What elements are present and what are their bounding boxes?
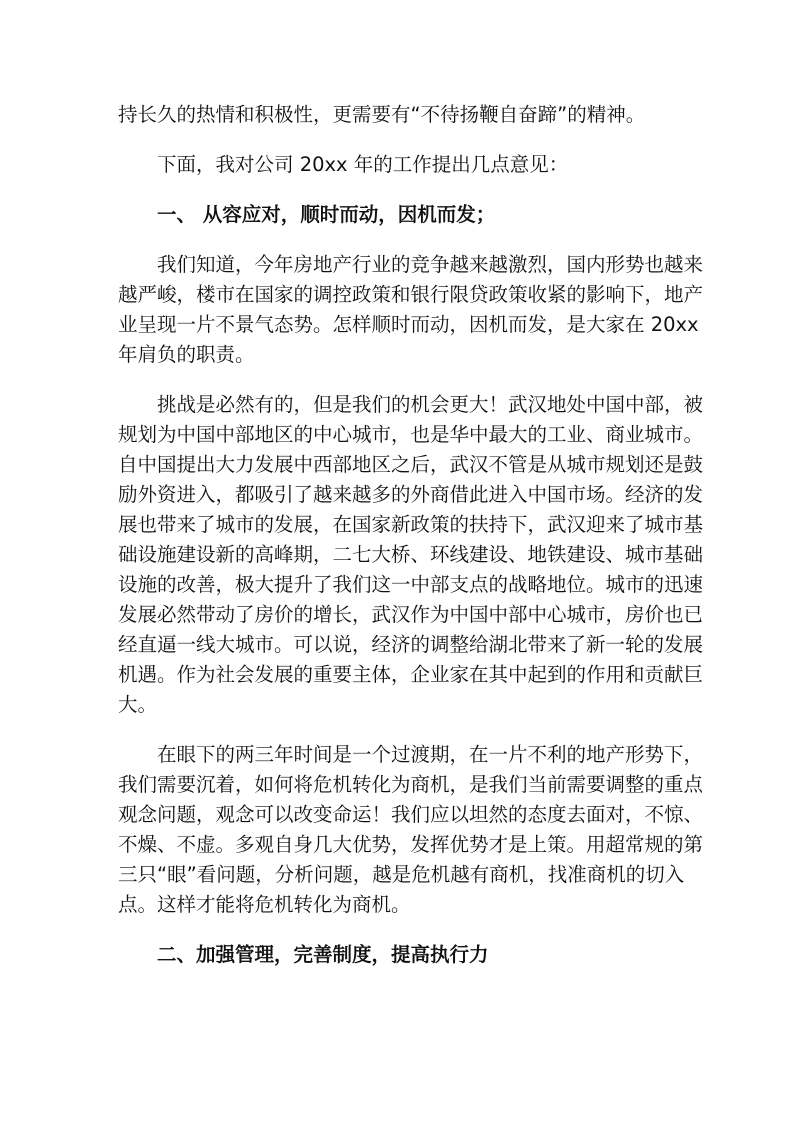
text-line: 规划为中国中部地区的中心城市，也是华中最大的工业、商业城市。 xyxy=(118,423,704,446)
paragraph xyxy=(118,740,704,920)
text-line: 业呈现一片不景气态势。怎样顺时而动，因机而发，是大家在 20xx xyxy=(118,313,699,336)
section-heading xyxy=(118,940,676,970)
text-line: 机遇。作为社会发展的重要主体，企业家在其中起到的作用和贡献巨 xyxy=(118,663,704,686)
text-line: 我们知道，今年房地产行业的竞争越来越激烈，国内形势也越来 xyxy=(157,253,704,276)
document-body xyxy=(118,100,704,990)
text-line: 不燥、不虚。多观自身几大优势，发挥优势才是上策。用超常规的第 xyxy=(118,833,704,856)
text-line: 经直逼一线大城市。可以说，经济的调整给湖北带来了新一轮的发展 xyxy=(118,633,704,656)
text-line: 年肩负的职责。 xyxy=(118,343,255,366)
text-line: 设施的改善，极大提升了我们这一中部支点的战略地位。城市的迅速 xyxy=(118,573,704,596)
text-line: 础设施建设新的高峰期，二七大桥、环线建设、地铁建设、城市基础 xyxy=(118,543,704,566)
paragraph xyxy=(118,100,676,130)
text-line: 观念问题，观念可以改变命运！我们应以坦然的态度去面对，不惊、 xyxy=(118,803,704,826)
text-line: 二、加强管理，完善制度，提高执行力 xyxy=(157,943,489,966)
text-line: 展也带来了城市的发展，在国家新政策的扶持下，武汉迎来了城市基 xyxy=(118,513,704,536)
text-line: 在眼下的两三年时间是一个过渡期，在一片不利的地产形势下， xyxy=(157,743,704,766)
paragraph xyxy=(118,250,704,370)
text-line: 发展必然带动了房价的增长，武汉作为中国中部中心城市，房价也已 xyxy=(118,603,704,626)
text-line: 自中国提出大力发展中西部地区之后，武汉不管是从城市规划还是鼓 xyxy=(118,453,704,476)
section-heading xyxy=(118,200,676,230)
text-line: 大。 xyxy=(118,693,158,716)
text-line: 越严峻，楼市在国家的调控政策和银行限贷政策收紧的影响下，地产 xyxy=(118,283,704,306)
text-line: 挑战是必然有的，但是我们的机会更大！武汉地处中国中部，被 xyxy=(157,393,704,416)
text-line: 一、 从容应对，顺时而动，因机而发； xyxy=(157,203,496,226)
text-line: 励外资进入，都吸引了越来越多的外商借此进入中国市场。经济的发 xyxy=(118,483,704,506)
text-line: 我们需要沉着，如何将危机转化为商机，是我们当前需要调整的重点 xyxy=(118,773,704,796)
text-line: 持长久的热情和积极性，更需要有“不待扬鞭自奋蹄”的精神。 xyxy=(118,103,646,126)
paragraph xyxy=(118,390,704,720)
text-line: 点。这样才能将危机转化为商机。 xyxy=(118,893,411,916)
text-line: 下面，我对公司 20xx 年的工作提出几点意见： xyxy=(157,153,569,176)
paragraph xyxy=(118,150,676,180)
text-line: 三只“眼”看问题，分析问题，越是危机越有商机，找准商机的切入 xyxy=(118,863,685,886)
